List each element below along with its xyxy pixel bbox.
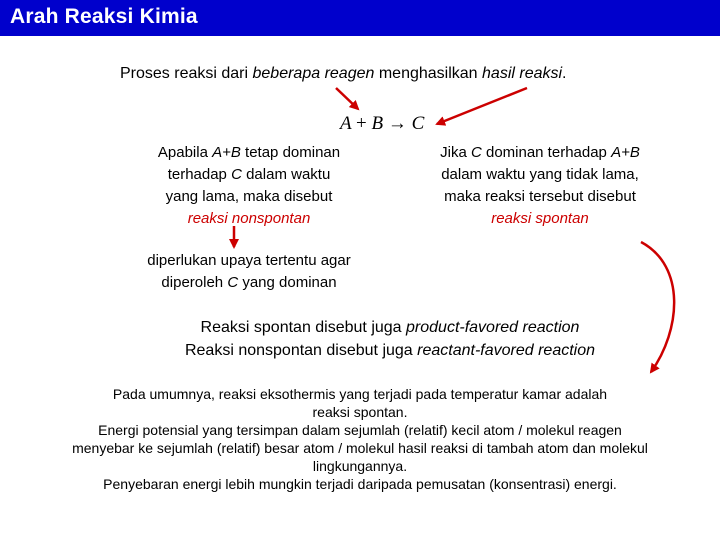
arrow-reagent-to-equation — [336, 88, 358, 109]
nonspontaneous-term: reaksi nonspontan — [187, 210, 311, 227]
intro-text-3: . — [562, 65, 567, 82]
equation-b: B — [371, 113, 384, 134]
footer-line4: menyebar ke sejumlah (relatif) besar atom / molekul hasil reaksi di tambah atom dan molekul — [72, 440, 648, 456]
left-line1-text-end: tetap dominan — [240, 144, 341, 161]
right-line2: dalam waktu yang tidak lama, — [441, 166, 639, 183]
intro-text-2: menghasilkan — [374, 65, 483, 82]
effort-line1: diperlukan upaya tertentu agar — [147, 252, 351, 269]
equation-arrow: → — [387, 113, 407, 134]
arrow-spontaneous-to-terms — [641, 242, 674, 372]
footer-line3: Energi potensial yang tersimpan dalam sejumlah (relatif) kecil atom / molekul reagen — [98, 422, 622, 438]
right-line1-reactants: A+B — [611, 144, 640, 161]
equation-plus: + — [356, 113, 367, 134]
footer-line2: reaksi spontan. — [312, 404, 408, 420]
left-line1-text: Apabila — [157, 144, 213, 161]
footer-line1: Pada umumnya, reaksi eksothermis yang terjadi pada temperatur kamar adalah — [112, 386, 608, 402]
equation-a: A — [340, 113, 352, 134]
footer-line6: Penyebaran energi lebih mungkin terjadi daripada pemusatan (konsentrasi) energi. — [103, 476, 617, 492]
terms-line1-text: Reaksi spontan disebut juga — [200, 319, 407, 336]
left-line1-reactants: A+B — [212, 144, 241, 161]
left-line3: yang lama, maka disebut — [165, 188, 333, 205]
arrow-product-to-equation — [437, 88, 527, 124]
spontaneous-term: reaksi spontan — [491, 210, 589, 227]
left-line2-text-end: dalam waktu — [241, 166, 331, 183]
terms-line2-text: Reaksi nonspontan disebut juga — [184, 342, 418, 359]
reactant-favored-term: reactant-favored reaction — [417, 342, 596, 359]
right-line1-text-mid: dominan terhadap — [481, 144, 612, 161]
right-line1-text: Jika — [440, 144, 471, 161]
footer-line5: lingkungannya. — [312, 458, 408, 474]
left-line2-text: terhadap — [167, 166, 232, 183]
effort-line2-product: C — [227, 274, 239, 291]
effort-line2-text: diperoleh — [161, 274, 228, 291]
right-line3: maka reaksi tersebut disebut — [444, 188, 636, 205]
page-title: Arah Reaksi Kimia — [10, 5, 198, 28]
left-line2-product: C — [231, 166, 242, 183]
intro-text-1: Proses reaksi dari — [120, 65, 253, 82]
right-line1-product: C — [470, 144, 482, 161]
intro-reagent-term: beberapa reagen — [252, 65, 375, 82]
equation-c: C — [411, 113, 425, 134]
intro-product-term: hasil reaksi — [482, 65, 563, 82]
effort-line2-text-end: yang dominan — [238, 274, 337, 291]
product-favored-term: product-favored reaction — [406, 319, 580, 336]
